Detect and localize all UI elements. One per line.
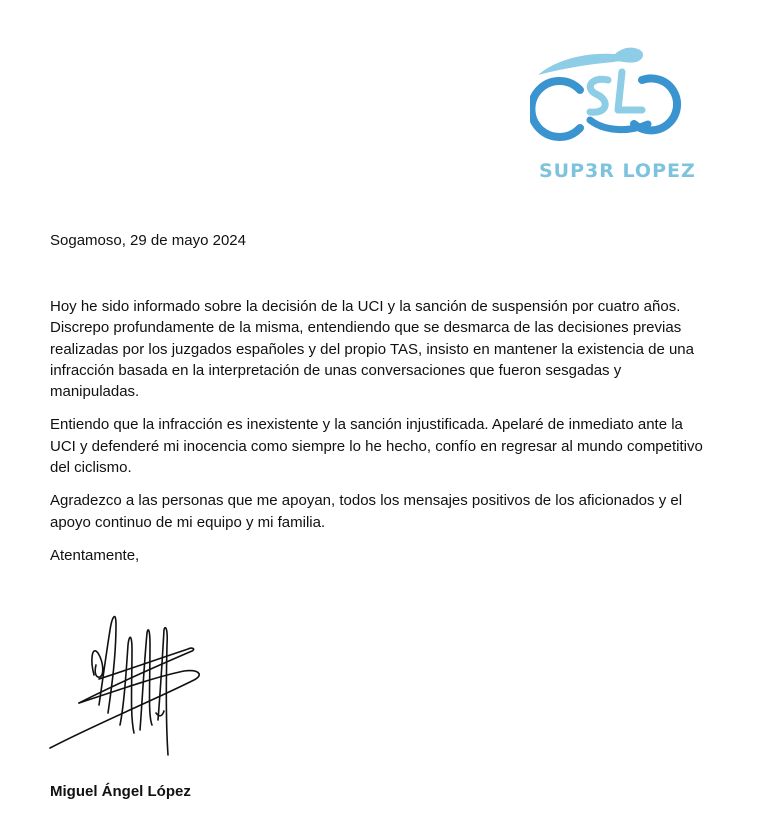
paragraph: Agradezco a las personas que me apoyan, todos los mensajes positivos de los aficionados y el apoyo continuo de mi equipo y mi familia. xyxy=(50,492,683,531)
place-date: Sogamoso, 29 de mayo 2024 xyxy=(50,232,246,249)
paragraph: Hoy he sido informado sobre la decisión de la UCI y la sanción de suspensión por cuatro años. Discrepo profundamente de la misma, entendiendo que se desmarca de las decisiones previas realizadas por los juzgados españoles y del propio TAS, insisto en mantener la existencia de una infracción basada en la interpretación de unas conversaciones que fueron sesgadas y manipuladas. xyxy=(50,298,694,401)
letter-body xyxy=(50,296,710,545)
handwritten-signature-icon xyxy=(44,605,209,760)
cyclist-sl-logo-icon xyxy=(530,40,690,155)
paragraph: Entiendo que la infracción es inexistente y la sanción injustificada. Apelaré de inmediato ante la UCI y defenderé mi inocencia como siempre lo he hecho, confío en regresar al mundo competitivo del ciclismo. xyxy=(50,416,703,477)
brand-wordmark: SUP3R LOPEZ xyxy=(539,160,696,182)
closing: Atentamente, xyxy=(50,547,140,564)
signer-name: Miguel Ángel López xyxy=(50,783,191,800)
letterhead-logo xyxy=(530,40,696,190)
